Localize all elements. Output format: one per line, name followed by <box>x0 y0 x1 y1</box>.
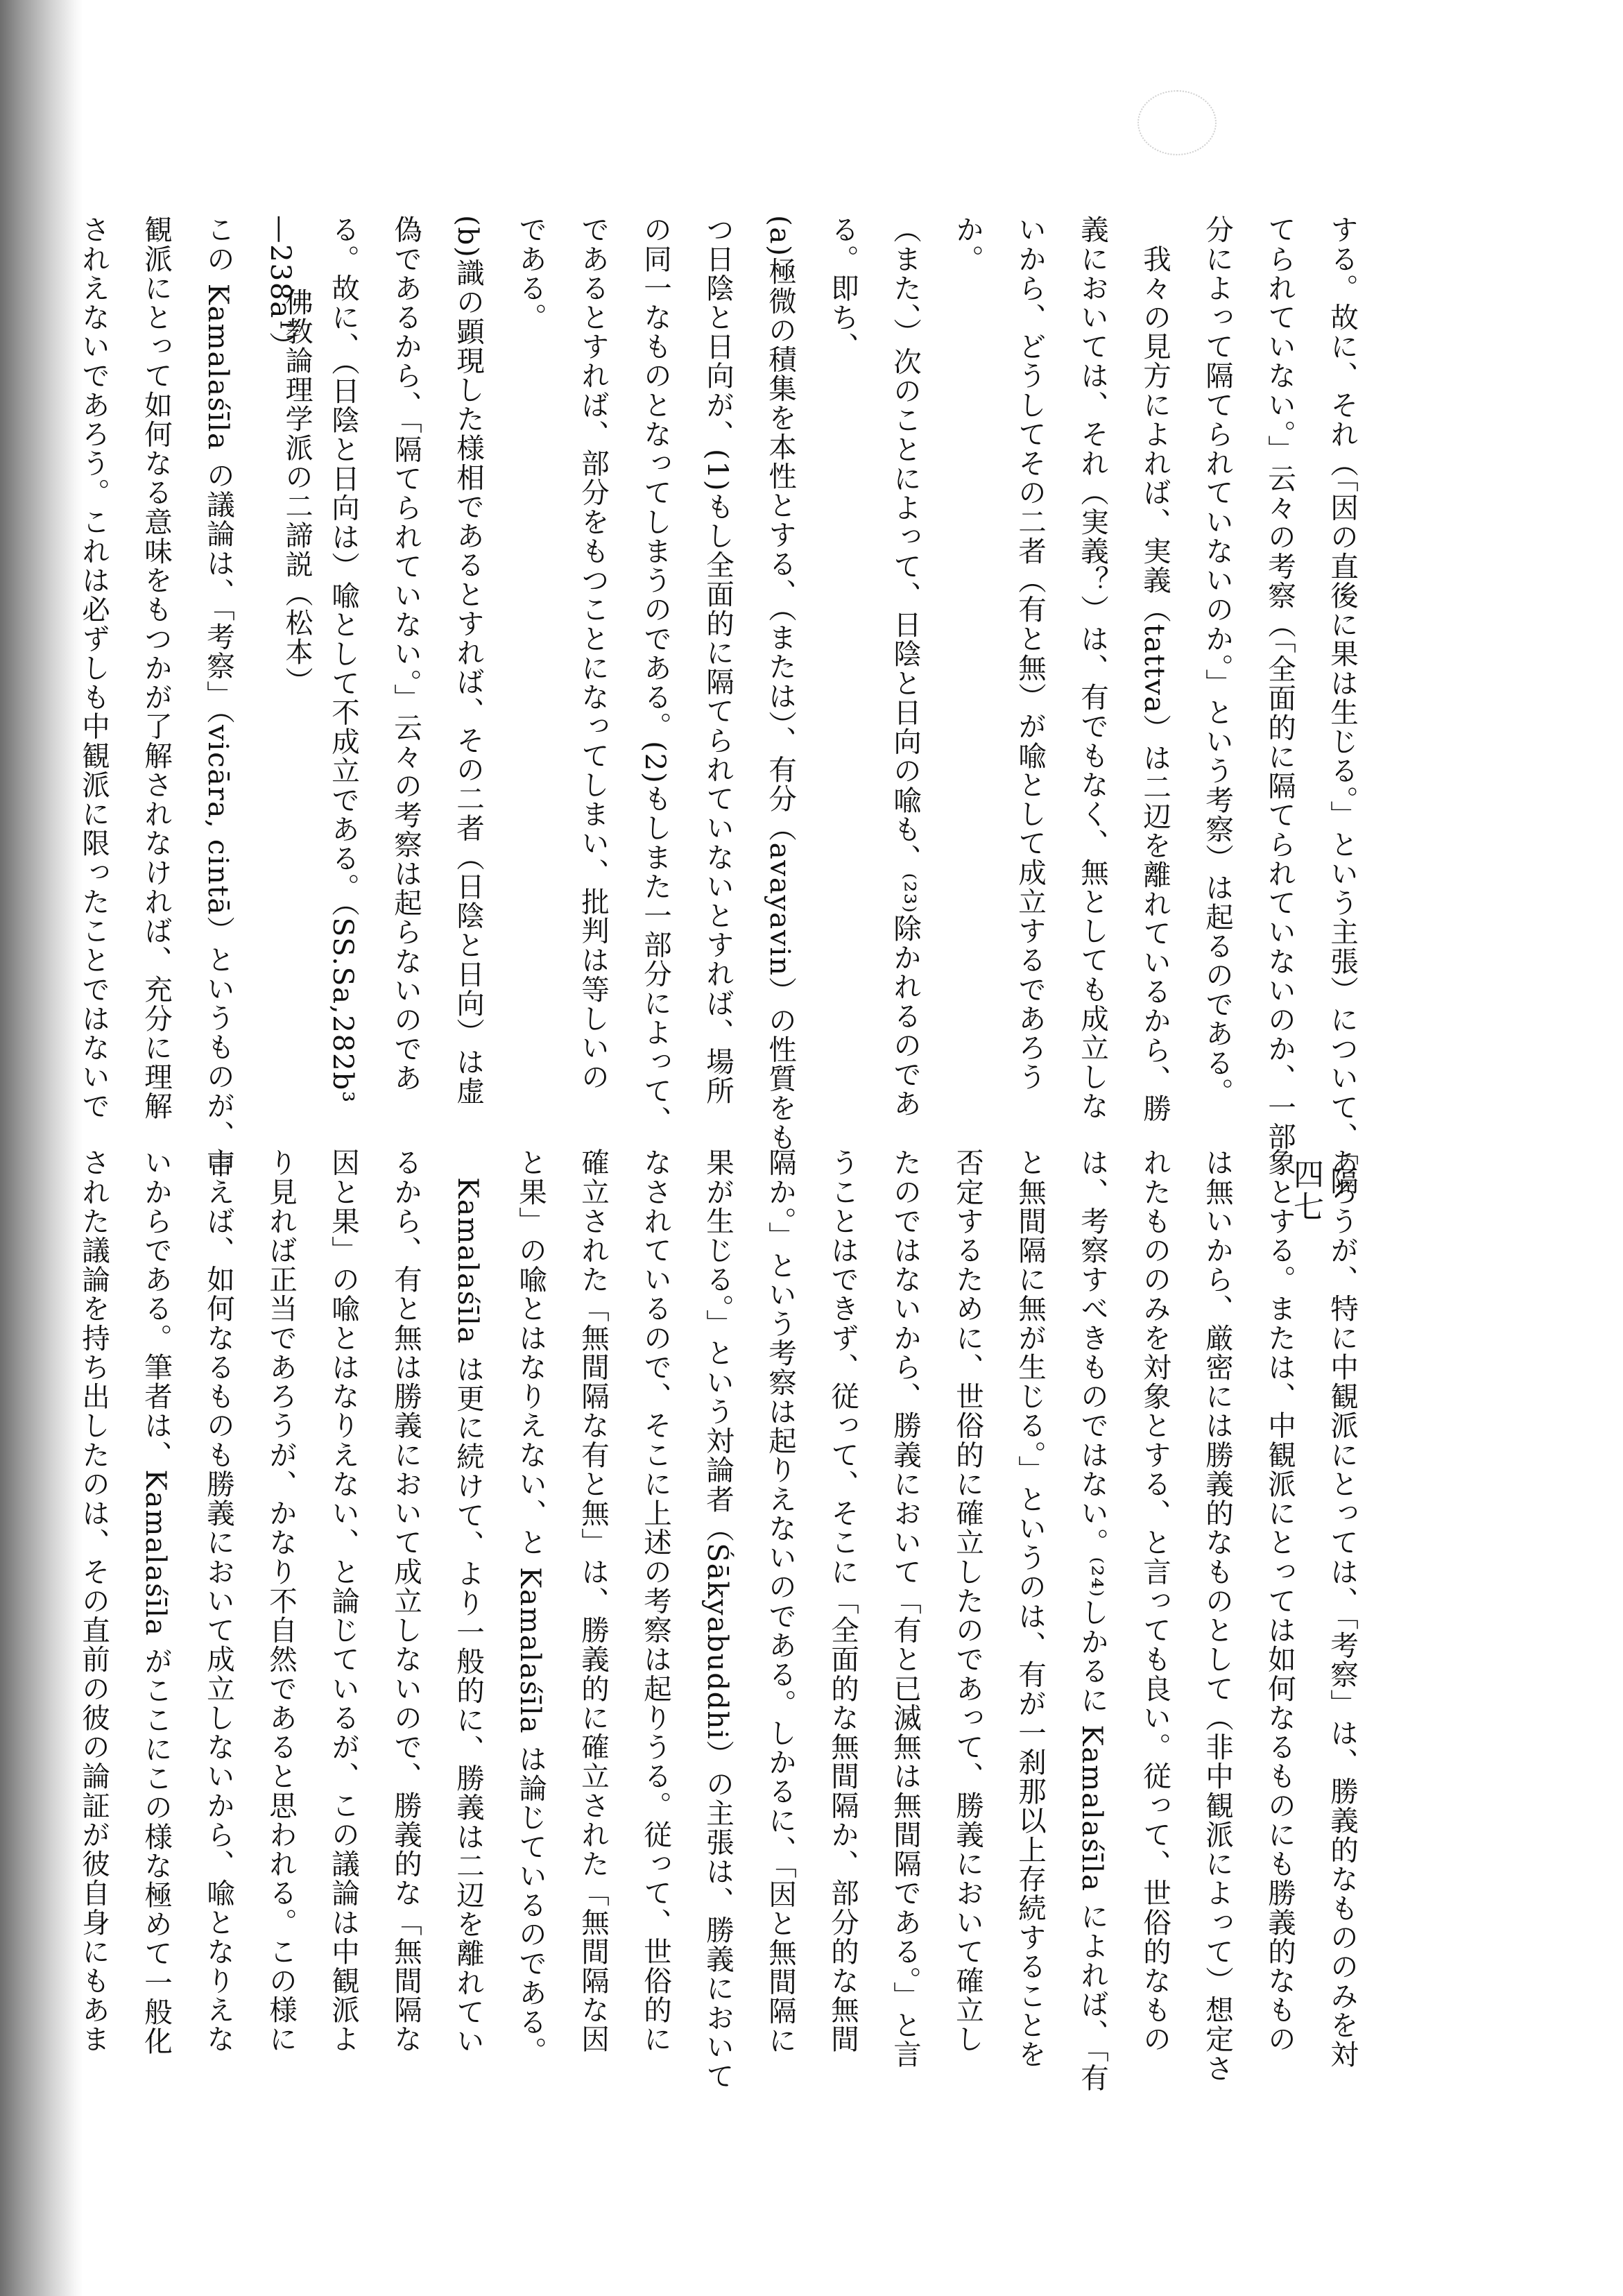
text-line: と果」の喩とはなりえない、と Kamalaśīla は論じているのである。 <box>514 1148 547 2066</box>
text-line: である。 <box>514 215 547 332</box>
text-line: する。故に、それ（「因の直後に果は生じる。」という主張）について、「隔 <box>1325 215 1359 1196</box>
text-line: つ日陰と日向が、(1)もし全面的に隔てられていないとすれば、場所 <box>701 215 735 1106</box>
text-line: か。 <box>951 215 984 274</box>
lower-text-block <box>77 1148 1373 2093</box>
text-line: 義においては、それ（実義？）は、有でもなく、無としても成立しな <box>1076 215 1109 1121</box>
text-line: された議論を持ち出したのは、その直前の彼の論証が彼自身にもあま <box>77 1148 110 2054</box>
text-line: れたもののみを対象とする、と言っても良い。従って、世俗的なもの <box>1138 1148 1171 2054</box>
text-line: なされているので、そこに上述の考察は起りうる。従って、世俗的に <box>639 1148 672 2054</box>
text-line: —238a¹） <box>264 215 298 361</box>
text-line: (b)識の顕現した様相であるとすれば、その二者（日陰と日向）は虚 <box>452 215 485 1106</box>
text-line: うことはできず、従って、そこに「全面的な無間隔か、部分的な無間 <box>826 1148 859 2054</box>
text-line: あろうが、特に中観派にとっては、「考察」は、勝義的なもののみを対 <box>1325 1148 1359 2069</box>
page-number: 四七 <box>1288 1158 1323 1223</box>
text-line: 否定するために、世俗的に確立したのであって、勝義において確立し <box>951 1148 984 2054</box>
text-line: る。即ち、 <box>826 215 859 361</box>
text-line: Kamalaśīla は更に続けて、より一般的に、勝義は二辺を離れてい <box>452 1148 485 2056</box>
text-line: であるとすれば、部分をもつことになってしまい、批判は等しいの <box>576 215 610 1092</box>
text-line: 分によって隔てられていないのか。」という考察）は起るのである。 <box>1201 215 1234 1107</box>
text-line: 言えば、如何なるものも勝義において成立しないから、喩となりえな <box>202 1148 235 2054</box>
text-line: てられていない。」云々の考察（「全面的に隔てられていないのか、一部 <box>1263 215 1296 1151</box>
text-line: 観派にとって如何なる意味をもつかが了解されなければ、充分に理解 <box>139 215 173 1121</box>
running-title: 佛教論理学派の二諦説（松本） <box>281 288 313 696</box>
text-line: 我々の見方によれば、実義（tattva）は二辺を離れているから、勝 <box>1138 215 1171 1124</box>
text-line: と無間隔に無が生じる。」というのは、有が一刹那以上存続することを <box>1013 1148 1047 2069</box>
text-line: たのではないから、勝義において「有と已滅無は無間隔である。」と言 <box>888 1148 922 2069</box>
text-line: いからである。筆者は、Kamalaśīla がここにこの様な極めて一般化 <box>139 1148 173 2056</box>
text-line: る。故に、（日陰と日向は）喩として不成立である。（SS.Sa,282b³ <box>327 215 360 1104</box>
text-line: 偽であるから、「隔てられていない。」云々の考察は起らないのであ <box>389 215 422 1093</box>
scan-speck <box>1137 90 1217 155</box>
text-line: 隔か。」という考察は起りえないのである。しかるに、「因と無間隔に <box>764 1148 797 2055</box>
text-line: （また、）次のことによって、日陰と日向の喩も、⁽²³⁾除かれるのであ <box>888 215 922 1119</box>
text-line: 象とする。または、中観派にとっては如何なるものにも勝義的なもの <box>1263 1148 1296 2054</box>
text-line: の同一なものとなってしまうのである。(2)もしまた一部分によって、 <box>639 215 672 1135</box>
text-line: は、考察すべきものではない。⁽²⁴⁾しかるに Kamalaśīla によれば、「有 <box>1076 1148 1109 2093</box>
text-line: (a)極微の積集を本性とする、（または）、有分（avayavin）の性質をも <box>764 215 797 1152</box>
text-line: されえないであろう。これは必ずしも中観派に限ったことではないで <box>77 215 110 1121</box>
text-line: 果が生じる。」という対論者（Śākyabuddhi）の主張は、勝義において <box>701 1148 735 2091</box>
text-line: は無いから、厳密には勝義的なものとして（非中観派によって）想定さ <box>1201 1148 1234 2083</box>
text-line: 因と果」の喩とはなりえない、と論じているが、この議論は中観派よ <box>327 1148 360 2054</box>
text-line: り見れば正当であろうが、かなり不自然であると思われる。この様に <box>264 1148 298 2054</box>
text-line: 確立された「無間隔な有と無」は、勝義的に確立された「無間隔な因 <box>576 1148 610 2054</box>
text-line: この Kamalaśīla の議論は、「考察」（vicāra, cintā）というものが、中 <box>202 215 235 1179</box>
text-line: るから、有と無は勝義において成立しないので、勝義的な「無間隔な <box>389 1148 422 2054</box>
text-line: いから、どうしてその二者（有と無）が喩として成立するであろう <box>1013 215 1047 1092</box>
